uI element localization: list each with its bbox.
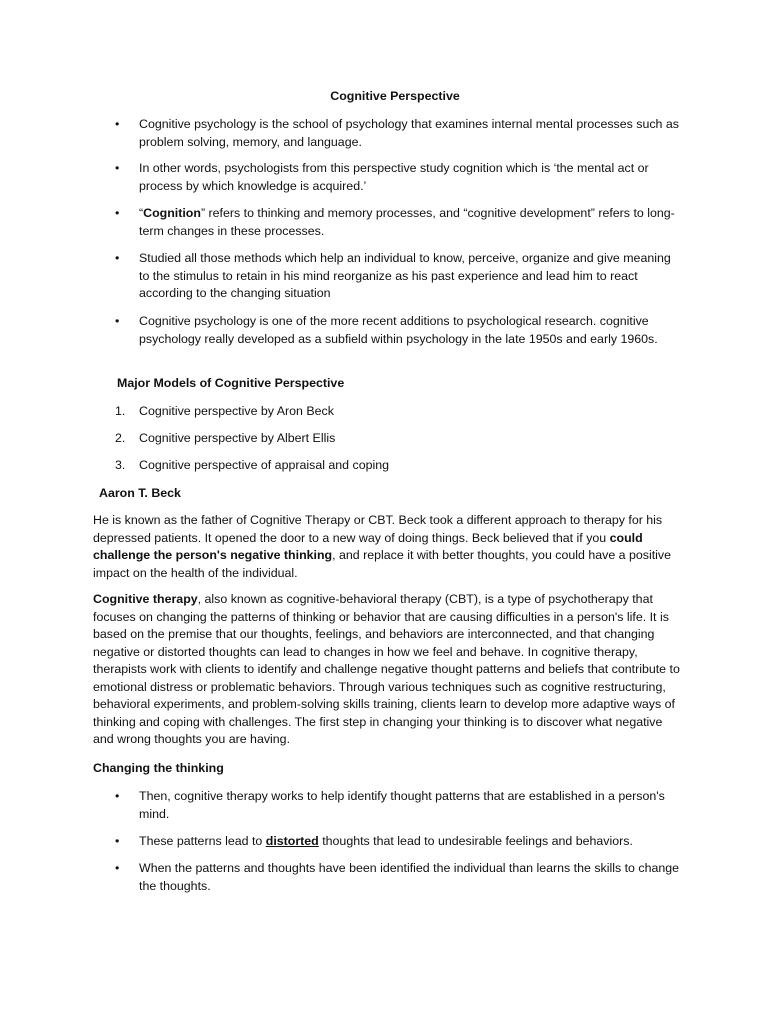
cognition-term: Cognition: [143, 206, 201, 220]
list-number: 2.: [115, 431, 126, 445]
intro-bullet-3: “Cognition” refers to thinking and memory processes, and “cognitive development” refers to long-term changes in these processes.: [139, 206, 675, 238]
bullet-icon: •: [115, 834, 120, 848]
bullet-icon: •: [115, 117, 120, 131]
page-title: Cognitive Perspective: [330, 89, 460, 103]
bullet-icon: •: [115, 161, 120, 175]
beck-heading: Aaron T. Beck: [99, 486, 181, 500]
changing-bullet-3: When the patterns and thoughts have been identified the individual than learns the skills to change the thoughts.: [139, 861, 680, 893]
model-item-1: Cognitive perspective by Aron Beck: [139, 404, 334, 418]
intro-bullet-2: In other words, psychologists from this perspective study cognition which is ‘the mental act or process by which knowledge is acquired.’: [139, 161, 649, 193]
model-item-2: Cognitive perspective by Albert Ellis: [139, 431, 336, 445]
beck-paragraph: He is known as the father of Cognitive Therapy or CBT. Beck took a different approach to therapy for his depressed patients. It opened the door to a new way of doing things. Beck believed that if you could challenge the person's negative thinking, and replace it with better thoughts, you could have a positive impact on the health of the individual.: [93, 513, 671, 580]
bullet-icon: •: [115, 861, 120, 875]
model-item-3: Cognitive perspective of appraisal and coping: [139, 458, 390, 472]
changing-heading: Changing the thinking: [93, 761, 224, 775]
changing-bullet-1: Then, cognitive therapy works to help identify thought patterns that are established in a person's mind.: [139, 789, 665, 821]
intro-bullet-4: Studied all those methods which help an individual to know, perceive, organize and give meaning to the stimulus to retain in his mind reorganize as his past experience and lead him to react according to the changing situation: [139, 251, 671, 300]
bullet-icon: •: [115, 314, 120, 328]
list-number: 3.: [115, 458, 126, 472]
intro-bullet-5: Cognitive psychology is one of the more recent additions to psychological research. cognitive psychology really developed as a subfield within psychology in the late 1950s and early 1960s.: [139, 314, 658, 346]
list-number: 1.: [115, 404, 126, 418]
bullet-icon: •: [115, 789, 120, 803]
bullet-icon: •: [115, 251, 120, 265]
distorted-term: distorted: [265, 834, 319, 848]
models-heading: Major Models of Cognitive Perspective: [117, 376, 345, 390]
bullet-icon: •: [115, 206, 120, 220]
intro-bullet-1: Cognitive psychology is the school of psychology that examines internal mental processes such as problem solving, memory, and language.: [139, 117, 679, 149]
changing-bullet-2: These patterns lead to distorted thoughts that lead to undesirable feelings and behaviors.: [139, 834, 633, 848]
cognitive-therapy-paragraph: Cognitive therapy, also known as cognitive-behavioral therapy (CBT), is a type of psychotherapy that focuses on changing the patterns of thinking or behavior that are causing difficulties in a person's life. It is based on the premise that our thoughts, feelings, and behaviors are interconnected, and that changing negative or distorted thoughts can lead to changes in how we feel and behave. In cognitive therapy, therapists work with clients to identify and challenge negative thought patterns and beliefs that contribute to emotional distress or problematic behaviors. Through various techniques such as cognitive restructuring, behavioral experiments, and problem-solving skills training, clients learn to develop more adaptive ways of thinking and coping with challenges. The first step in changing your thinking is to discover what negative and wrong thoughts you are having.: [93, 592, 680, 746]
